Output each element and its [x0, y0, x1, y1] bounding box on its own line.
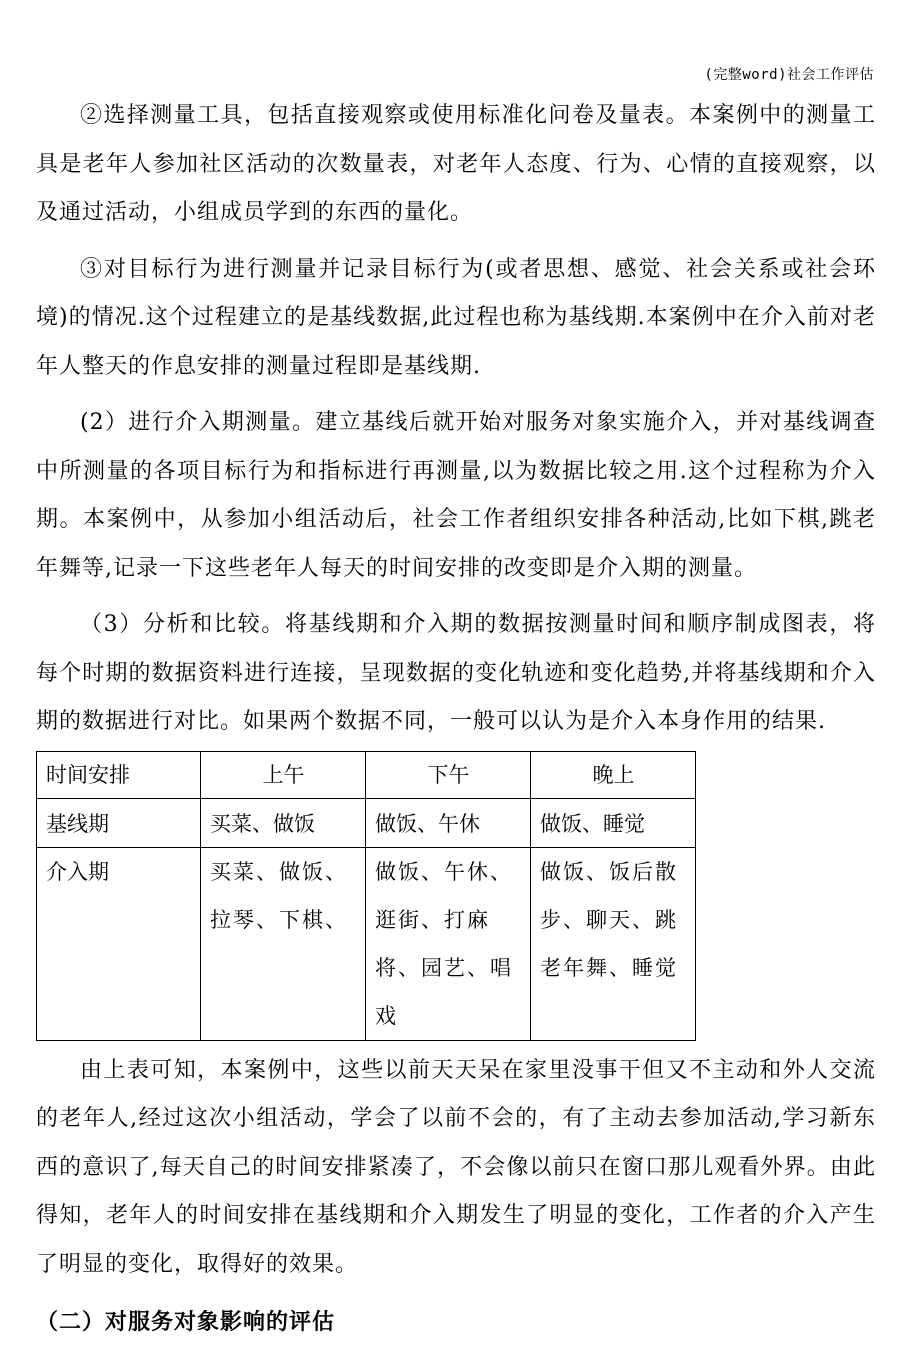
paragraph-intervention: (2）进行介入期测量。建立基线后就开始对服务对象实施介入，并对基线调查中所测量的各项目标行为和指标进行再测量,以为数据比较之用.这个过程称为介入期。本案例中，从参加小组活动后，社会工作者组织安排各种活动,比如下棋,跳老年舞等,记录一下这些老年人每天的时间安排的改变即是介入期的测量。 [36, 410, 876, 581]
running-header: (完整word)社会工作评估 [704, 67, 874, 83]
table-cell: 做饭、睡觉 [531, 798, 696, 847]
table-cell: 做饭、午休 [366, 798, 531, 847]
table-cell: 做饭、午休、逛街、打麻将、园艺、唱戏 [366, 847, 531, 1040]
table-row [37, 847, 696, 1040]
table-header-cell: 上午 [201, 751, 366, 798]
table-header-row [37, 751, 696, 798]
paragraph-analysis: （3）分析和比较。将基线期和介入期的数据按测量时间和顺序制成图表，将每个时期的数据资料进行连接，呈现数据的变化轨迹和变化趋势,并将基线期和介入期的数据进行对比。如果两个数据不同，一般可以认为是介入本身作用的结果. [36, 612, 876, 734]
table-cell: 介入期 [37, 847, 201, 1040]
table-cell: 买菜、做饭 [201, 798, 366, 847]
paragraph-conclusion: 由上表可知，本案例中，这些以前天天呆在家里没事干但又不主动和外人交流的老年人,经过这次小组活动，学会了以前不会的，有了主动去参加活动,学习新东西的意识了,每天自己的时间安排紧凑了，不会像以前只在窗口那儿观看外界。由此得知，老年人的时间安排在基线期和介入期发生了明显的变化，工作者的介入产生了明显的变化，取得好的效果。 [36, 1057, 876, 1277]
table-row [37, 798, 696, 847]
table-cell: 买菜、做饭、拉琴、下棋、 [201, 847, 366, 1040]
table-header-cell: 晚上 [531, 751, 696, 798]
schedule-table [36, 751, 696, 1041]
paragraph-measurement-tools: ②选择测量工具，包括直接观察或使用标准化问卷及量表。本案例中的测量工具是老年人参加社区活动的次数量表，对老年人态度、行为、心情的直接观察，以及通过活动，小组成员学到的东西的量化。 [36, 103, 876, 225]
table-cell: 基线期 [37, 798, 201, 847]
document-body [36, 92, 876, 1347]
table-header-cell: 时间安排 [37, 751, 201, 798]
table-header-cell: 下午 [366, 751, 531, 798]
table-cell: 做饭、饭后散步、聊天、跳老年舞、睡觉 [531, 847, 696, 1040]
section-heading: （二）对服务对象影响的评估 [36, 1310, 336, 1335]
paragraph-baseline: ③对目标行为进行测量并记录目标行为(或者思想、感觉、社会关系或社会环境)的情况.这个过程建立的是基线数据,此过程也称为基线期.本案例中在介入前对老年人整天的作息安排的测量过程即是基线期. [36, 256, 876, 379]
